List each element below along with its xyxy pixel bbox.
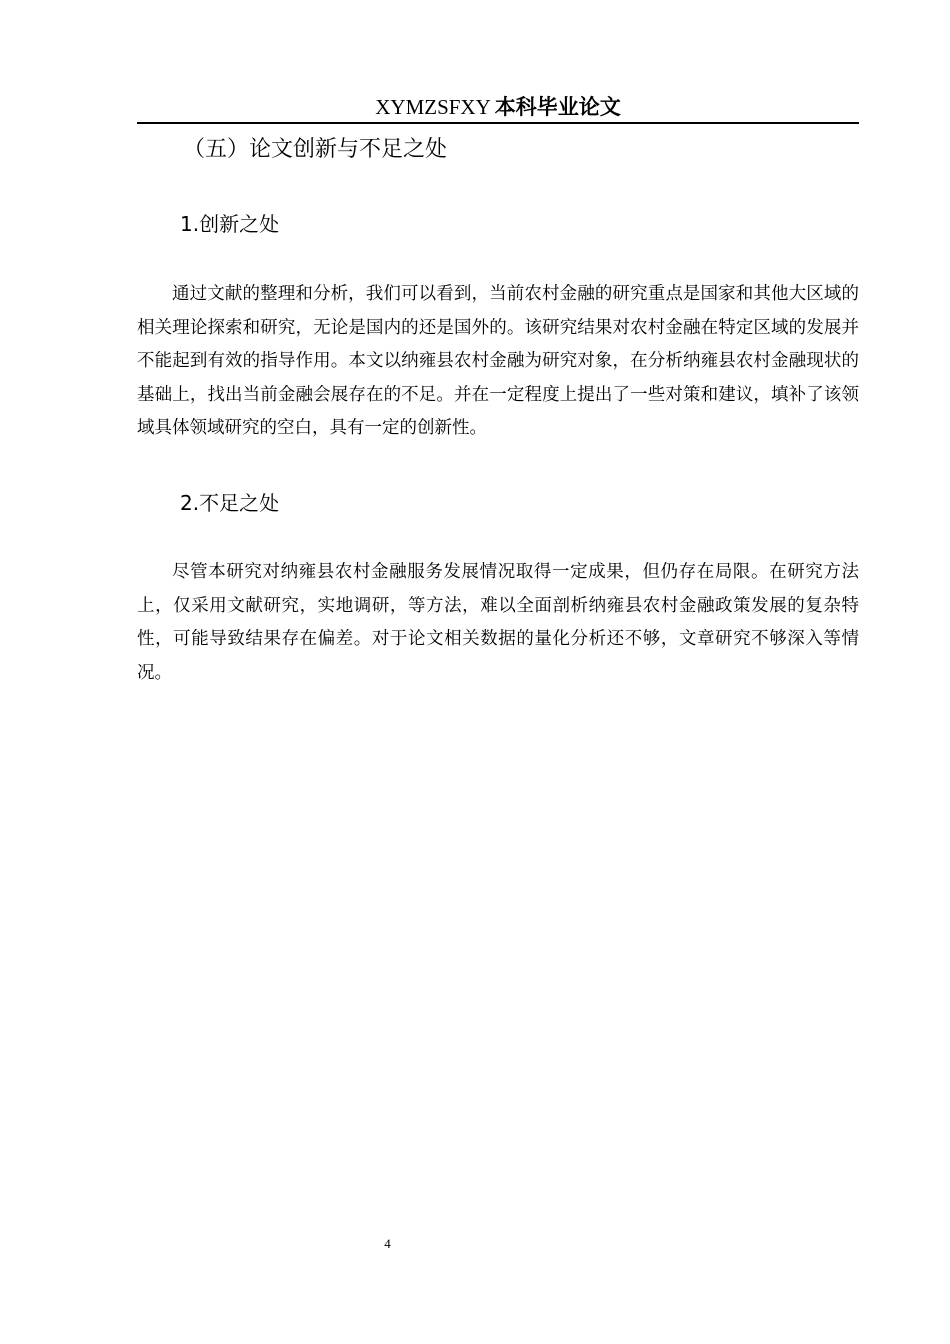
header-code: XYMZSFXY — [375, 95, 491, 119]
innovation-heading: 1.创新之处 — [180, 212, 280, 236]
page-header — [137, 94, 859, 124]
shortcomings-paragraph: 尽管本研究对纳雍县农村金融服务发展情况取得一定成果，但仍存在局限。在研究方法上，仅采用文献研究，实地调研，等方法，难以全面剖析纳雍县农村金融政策发展的复杂特性，可能导致结果存在偏差。对于论文相关数据的量化分析还不够，文章研究不够深入等情况。 — [137, 562, 859, 683]
innovation-paragraph: 通过文献的整理和分析，我们可以看到，当前农村金融的研究重点是国家和其他大区域的相关理论探索和研究，无论是国内的还是国外的。该研究结果对农村金融在特定区域的发展并不能起到有效的指导作用。本文以纳雍县农村金融为研究对象，在分析纳雍县农村金融现状的基础上，找出当前金融会展存在的不足。并在一定程度上提出了一些对策和建议，填补了该领域具体领域研究的空白，具有一定的创新性。 — [137, 284, 859, 438]
header-title: 本科毕业论文 — [494, 95, 621, 119]
page-number: 4 — [384, 1236, 391, 1251]
shortcomings-heading: 2.不足之处 — [180, 491, 280, 515]
section-title: （五）论文创新与不足之处 — [183, 137, 448, 162]
